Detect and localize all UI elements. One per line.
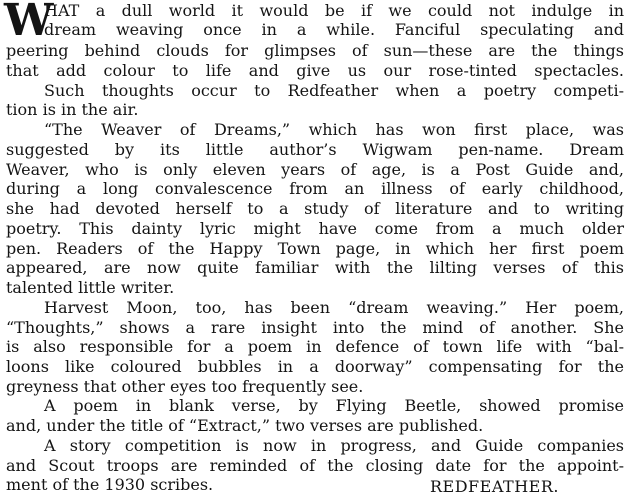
text-line: and, under the title of “Extract,” two verses are published. <box>6 416 484 435</box>
text-line: poetry. This dainty lyric might have come from a much older <box>6 219 624 238</box>
text-line: Weaver, who is only eleven years of age, is a Post Guide and, <box>6 160 624 179</box>
text-line: peering behind clouds for glimpses of sun—these are the things <box>6 41 624 60</box>
text-line: pen. Readers of the Happy Town page, in which her first poem <box>6 239 624 258</box>
text-line: suggested by its little author’s Wigwam pen-name. Dream <box>6 140 624 159</box>
text-line: dream weaving once in a while. Fanciful speculating and <box>44 20 624 39</box>
text-line: during a long convalescence from an illness of early childhood, <box>6 179 624 198</box>
text-line: loons like coloured bubbles in a doorway” compensating for the <box>6 357 624 376</box>
text-line: ment of the 1930 scribes. <box>6 475 214 494</box>
text-line: appeared, are now quite familiar with the lilting verses of this <box>6 258 624 277</box>
text-line: A poem in blank verse, by Flying Beetle, showed promise <box>44 396 624 415</box>
text-line: “The Weaver of Dreams,” which has won first place, was <box>44 120 624 139</box>
text-line: greyness that other eyes too frequently see. <box>6 377 364 396</box>
text-line: and Scout troops are reminded of the closing date for the appoint- <box>6 456 624 475</box>
text-line: tion is in the air. <box>6 100 139 119</box>
text-line: A story competition is now in progress, and Guide companies <box>44 436 624 455</box>
text-line: “Thoughts,” shows a rare insight into the mind of another. She <box>6 318 624 337</box>
drop-cap: W <box>4 0 54 46</box>
signature: REDFEATHER. <box>430 477 559 496</box>
text-line: Harvest Moon, too, has been “dream weaving.” Her poem, <box>44 298 624 317</box>
text-line: she had devoted herself to a study of literature and to writing <box>6 199 624 218</box>
text-line: is also responsible for a poem in defence of town life with “bal- <box>6 337 624 356</box>
text-line: HAT a dull world it would be if we could not indulge in <box>44 1 624 20</box>
text-line: Such thoughts occur to Redfeather when a poetry competi- <box>44 81 624 100</box>
text-line: that add colour to life and give us our rose-tinted spectacles. <box>6 61 624 80</box>
text-line: talented little writer. <box>6 278 175 297</box>
